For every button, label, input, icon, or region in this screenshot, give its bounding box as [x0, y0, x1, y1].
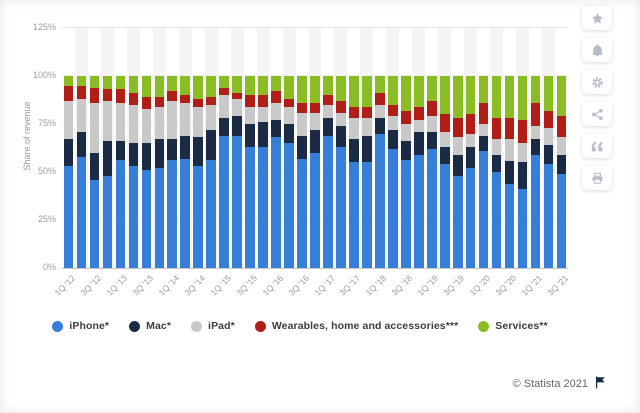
x-tick-label: 1Q '12	[52, 273, 78, 298]
bar-segment	[64, 166, 74, 268]
bar-segment	[271, 103, 281, 120]
bar-segment	[531, 155, 541, 268]
bar-segment	[414, 155, 424, 268]
stacked-bar	[388, 76, 398, 268]
gear-icon	[591, 76, 604, 89]
stacked-bar	[544, 76, 554, 268]
bar-segment	[388, 130, 398, 149]
x-tick-label: 3Q '15	[234, 273, 259, 298]
bar-segment	[77, 157, 87, 268]
bar-segment	[440, 114, 450, 131]
stacked-bar	[180, 76, 190, 268]
bar-segment	[271, 137, 281, 268]
bar-segment	[323, 136, 333, 268]
x-tick-label: 1Q '17	[312, 273, 337, 298]
bar-segment	[492, 118, 502, 139]
bar-segment	[440, 147, 450, 164]
bar-segment	[103, 76, 113, 89]
bar-segment	[258, 107, 268, 122]
stacked-bar	[284, 76, 294, 268]
bar-segment	[466, 76, 476, 114]
bar-segment	[167, 91, 177, 101]
bar-segment	[557, 116, 567, 137]
stacked-bar	[518, 76, 528, 268]
bar-segment	[479, 151, 489, 268]
bar-segment	[349, 162, 359, 268]
bar-segment	[518, 162, 528, 189]
legend-label: Mac*	[146, 320, 172, 332]
stacked-bar	[375, 76, 385, 268]
bar-segment	[362, 162, 372, 268]
bar-segment	[531, 103, 541, 126]
y-tick-label: 25%	[37, 214, 56, 224]
bar-segment	[103, 101, 113, 141]
legend-label: Wearables, home and accessories***	[271, 320, 459, 332]
bar-segment	[427, 101, 437, 116]
bar-segment	[103, 176, 113, 268]
quote-icon	[590, 140, 605, 153]
legend-label: Services**	[495, 320, 548, 332]
x-tick-label: 3Q '19	[441, 273, 467, 298]
bar-segment	[90, 88, 100, 103]
bar-segment	[206, 130, 216, 161]
bar-segment	[505, 161, 515, 184]
bar-segment	[362, 107, 372, 119]
bar-segment	[245, 95, 255, 107]
bar-segment	[193, 137, 203, 166]
stacked-bar	[466, 76, 476, 268]
bar-segment	[453, 155, 463, 176]
stacked-bar	[453, 76, 463, 268]
bar-segment	[557, 137, 567, 154]
stacked-bar	[427, 76, 437, 268]
bar-segment	[544, 164, 554, 268]
bar-segment	[116, 160, 126, 268]
bar-segment	[155, 107, 165, 140]
bar-segment	[297, 103, 307, 113]
plot-area	[62, 27, 568, 269]
legend-label: iPad*	[208, 320, 235, 332]
bar-segment	[479, 124, 489, 136]
bar-segment	[310, 130, 320, 153]
star-icon	[591, 12, 604, 25]
x-tick-label: 3Q '17	[337, 273, 363, 298]
x-tick-label: 3Q '13	[130, 273, 155, 298]
y-tick-label: 100%	[32, 70, 56, 80]
footer	[513, 376, 606, 392]
stacked-bar	[193, 76, 203, 268]
bar-segment	[544, 145, 554, 164]
bar-segment	[129, 105, 139, 143]
bar-segment	[401, 160, 411, 268]
x-tick-label: 1Q '14	[156, 273, 181, 298]
bar-segment	[466, 147, 476, 168]
bar-segment	[193, 76, 203, 99]
y-tick-label: 0%	[42, 262, 56, 272]
bar-segment	[167, 160, 177, 268]
bar-segment	[129, 143, 139, 166]
bar-segment	[284, 76, 294, 99]
bar-segment	[142, 109, 152, 144]
legend	[0, 320, 600, 332]
bar-segment	[518, 76, 528, 120]
bar-segment	[479, 76, 489, 103]
bell-icon	[591, 44, 604, 57]
bar-segment	[440, 164, 450, 268]
stacked-bar	[401, 76, 411, 268]
bar-segment	[77, 99, 87, 132]
bar-segment	[116, 103, 126, 141]
bar-segment	[453, 118, 463, 137]
bar-segment	[103, 141, 113, 176]
bar-segment	[155, 76, 165, 97]
stacked-bar	[362, 76, 372, 268]
stacked-bar	[232, 76, 242, 268]
bar-segment	[180, 136, 190, 159]
bar-segment	[453, 76, 463, 118]
x-tick-label: 1Q '21	[519, 273, 545, 298]
notifications-button[interactable]	[582, 38, 612, 62]
bar-segment	[401, 124, 411, 141]
bar-segment	[271, 91, 281, 103]
stacked-bar	[505, 76, 515, 268]
bar-segment	[206, 76, 216, 97]
bar-segment	[90, 76, 100, 88]
x-tick-label: 3Q '21	[545, 273, 571, 298]
flag-icon	[594, 376, 606, 392]
x-tick-label: 3Q '20	[493, 273, 519, 298]
bar-segment	[297, 76, 307, 103]
copyright-text: © Statista 2021	[512, 378, 588, 390]
bar-segment	[440, 132, 450, 147]
x-tick-label: 1Q '13	[104, 273, 130, 298]
bar-segment	[142, 76, 152, 97]
bar-segment	[64, 86, 74, 101]
bar-segment	[557, 155, 567, 174]
bar-segment	[219, 95, 229, 118]
stacked-bar	[336, 76, 346, 268]
bar-segment	[427, 132, 437, 149]
bar-segment	[64, 76, 74, 86]
legend-item	[255, 320, 458, 332]
bar-segment	[167, 76, 177, 91]
bar-segment	[427, 116, 437, 131]
bar-segment	[310, 103, 320, 113]
stacked-bar	[167, 76, 177, 268]
bar-segment	[414, 120, 424, 132]
legend-item	[52, 320, 109, 332]
stacked-bar	[349, 76, 359, 268]
bar-segment	[349, 139, 359, 162]
bar-segment	[323, 76, 333, 95]
y-tick-label: 125%	[32, 22, 56, 32]
bar-segment	[90, 180, 100, 268]
bar-segment	[258, 76, 268, 95]
bar-segment	[505, 118, 515, 139]
stacked-bar	[479, 76, 489, 268]
bar-segment	[349, 118, 359, 139]
bar-segment	[388, 105, 398, 117]
bar-segment	[77, 76, 87, 86]
bar-segment	[258, 147, 268, 268]
bar-segment	[64, 101, 74, 139]
bar-segment	[531, 139, 541, 154]
stacked-bar	[77, 76, 87, 268]
bar-segment	[362, 118, 372, 135]
x-tick-label: 3Q '18	[389, 273, 415, 298]
stacked-bar	[310, 76, 320, 268]
bar-segment	[466, 114, 476, 133]
printer-icon	[591, 172, 604, 185]
bar-segment	[297, 136, 307, 159]
bar-segment	[129, 93, 139, 105]
bar-segment	[232, 76, 242, 93]
stacked-bar	[155, 76, 165, 268]
bar-segment	[245, 76, 255, 95]
stacked-bar	[129, 76, 139, 268]
bar-segment	[401, 141, 411, 160]
bar-segment	[466, 168, 476, 268]
bar-segment	[336, 126, 346, 147]
bar-segment	[219, 118, 229, 135]
bar-segment	[466, 134, 476, 147]
bar-segment	[284, 99, 294, 107]
legend-dot	[129, 321, 140, 332]
stacked-bar	[245, 76, 255, 268]
bar-segment	[219, 76, 229, 88]
bar-segment	[64, 139, 74, 166]
x-tick-label: 1Q '20	[467, 273, 493, 298]
bar-segment	[155, 168, 165, 268]
bar-segment	[375, 134, 385, 268]
bar-segment	[116, 76, 126, 89]
legend-dot	[255, 321, 266, 332]
bar-segment	[479, 103, 489, 124]
bar-segment	[245, 147, 255, 268]
bar-segment	[155, 97, 165, 107]
favorite-button[interactable]	[582, 6, 612, 30]
bar-segment	[284, 124, 294, 143]
bar-segment	[323, 105, 333, 118]
stacked-bar	[258, 76, 268, 268]
bar-segment	[310, 76, 320, 103]
x-tick-label: 3Q '16	[286, 273, 311, 298]
bar-segment	[297, 113, 307, 136]
bar-segment	[232, 99, 242, 116]
bar-segment	[284, 143, 294, 268]
bar-segment	[206, 105, 216, 130]
bar-segment	[167, 139, 177, 160]
bar-segment	[492, 139, 502, 154]
bar-segment	[142, 170, 152, 268]
bar-segment	[258, 122, 268, 147]
bar-segment	[531, 126, 541, 139]
bar-segment	[77, 132, 87, 157]
bar-segment	[116, 141, 126, 160]
cite-button[interactable]	[582, 134, 612, 158]
bar-segment	[310, 113, 320, 130]
stacked-bar	[531, 76, 541, 268]
bar-segment	[349, 107, 359, 119]
bar-segment	[375, 105, 385, 118]
settings-button[interactable]	[582, 70, 612, 94]
bar-segment	[440, 76, 450, 114]
bar-segment	[479, 136, 489, 151]
bar-segment	[427, 76, 437, 101]
stacked-bar	[219, 76, 229, 268]
bar-segment	[375, 118, 385, 133]
stacked-bar	[492, 76, 502, 268]
bar-segment	[362, 76, 372, 107]
bar-segment	[518, 189, 528, 268]
bar-segment	[155, 139, 165, 168]
y-tick-label: 50%	[37, 166, 56, 176]
bar-segment	[180, 95, 190, 103]
stacked-bar	[142, 76, 152, 268]
bar-segment	[492, 155, 502, 172]
x-tick-label: 3Q '12	[78, 273, 104, 298]
bar-segment	[297, 159, 307, 268]
bar-segment	[453, 137, 463, 154]
x-tick-label: 1Q '15	[208, 273, 233, 298]
bar-segment	[427, 149, 437, 268]
bar-segment	[492, 76, 502, 118]
y-axis-title: Share of revenue	[22, 101, 32, 171]
bar-segment	[129, 76, 139, 93]
bar-segment	[544, 128, 554, 145]
bar-segment	[492, 172, 502, 268]
bar-segment	[336, 76, 346, 101]
bar-segment	[219, 136, 229, 268]
bar-segment	[388, 149, 398, 268]
side-toolbar	[582, 6, 614, 198]
bar-segment	[375, 93, 385, 105]
bar-segment	[193, 166, 203, 268]
bar-segment	[245, 124, 255, 147]
bar-segment	[531, 76, 541, 103]
bar-segment	[245, 107, 255, 124]
stacked-bar	[323, 76, 333, 268]
bar-segment	[336, 113, 346, 126]
bar-segment	[557, 76, 567, 116]
stacked-bar	[297, 76, 307, 268]
legend-label: iPhone*	[69, 320, 110, 332]
bar-segment	[310, 153, 320, 268]
legend-item	[478, 320, 547, 332]
bar-segment	[206, 97, 216, 105]
stacked-bar	[103, 76, 113, 268]
bar-segment	[193, 107, 203, 138]
bar-segment	[414, 107, 424, 120]
bar-segment	[336, 101, 346, 113]
x-tick-label: 1Q '19	[415, 273, 441, 298]
share-button[interactable]	[582, 102, 612, 126]
bar-segment	[180, 159, 190, 268]
bar-segment	[77, 86, 87, 99]
bar-segment	[180, 76, 190, 95]
share-icon	[591, 108, 604, 121]
x-tick-label: 1Q '18	[363, 273, 389, 298]
y-tick-label: 75%	[37, 118, 56, 128]
bar-segment	[557, 174, 567, 268]
bar-segment	[414, 76, 424, 107]
print-button[interactable]	[582, 166, 612, 190]
bar-segment	[142, 143, 152, 170]
bar-segment	[518, 143, 528, 162]
bar-segment	[232, 116, 242, 135]
bar-segment	[206, 160, 216, 268]
bar-segment	[414, 132, 424, 155]
bar-segment	[544, 111, 554, 128]
legend-dot	[191, 321, 202, 332]
bar-segment	[453, 176, 463, 268]
bar-segment	[388, 116, 398, 129]
bar-segment	[375, 76, 385, 93]
bar-segment	[284, 107, 294, 124]
bar-segment	[323, 95, 333, 105]
x-tick-label: 3Q '14	[182, 273, 207, 298]
x-tick-label: 1Q '16	[260, 273, 285, 298]
bar-segment	[90, 103, 100, 153]
bar-segment	[323, 118, 333, 135]
bar-segment	[271, 120, 281, 137]
bar-segment	[401, 76, 411, 111]
legend-item	[191, 320, 235, 332]
bar-segment	[388, 76, 398, 105]
stacked-bar	[64, 76, 74, 268]
bar-segment	[232, 136, 242, 268]
bar-segment	[362, 136, 372, 163]
bar-segment	[193, 99, 203, 107]
stacked-bar	[116, 76, 126, 268]
bar-segment	[518, 120, 528, 143]
bar-segment	[505, 76, 515, 118]
stacked-bar	[557, 76, 567, 268]
bar-segment	[505, 139, 515, 160]
legend-dot	[478, 321, 489, 332]
bar-segment	[336, 147, 346, 268]
bar-segment	[401, 111, 411, 124]
legend-item	[129, 320, 171, 332]
bar-segment	[142, 97, 152, 109]
report-flag-button[interactable]	[594, 376, 606, 392]
bar-segment	[349, 76, 359, 107]
stacked-bar	[440, 76, 450, 268]
bar-segment	[180, 103, 190, 136]
bar-segment	[505, 184, 515, 268]
stacked-bar	[90, 76, 100, 268]
legend-dot	[52, 321, 63, 332]
bar-segment	[258, 95, 268, 107]
stacked-bar	[414, 76, 424, 268]
bar-segment	[103, 89, 113, 101]
bar-segment	[90, 153, 100, 180]
bar-segment	[544, 76, 554, 111]
stacked-bar	[271, 76, 281, 268]
stacked-bar	[206, 76, 216, 268]
bar-segment	[271, 76, 281, 91]
bar-segment	[116, 89, 126, 102]
bar-segment	[219, 88, 229, 96]
bar-segment	[129, 166, 139, 268]
bar-segment	[167, 101, 177, 139]
